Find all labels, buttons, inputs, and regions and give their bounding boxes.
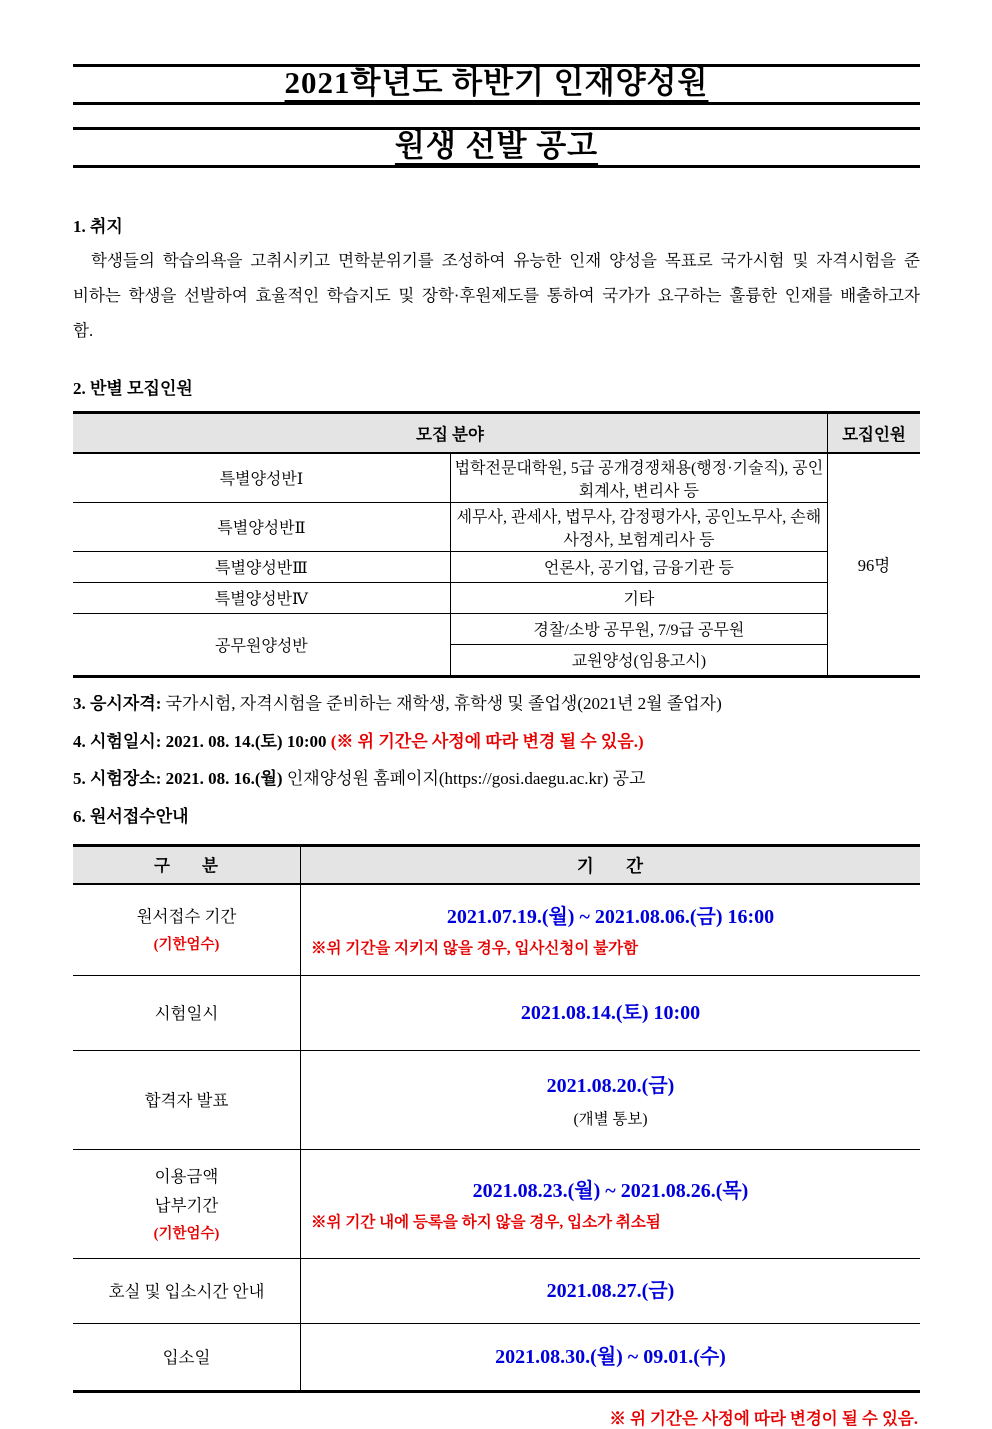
- apply-row5-label: 호실 및 입소시간 안내: [73, 1259, 301, 1324]
- table-row: [73, 976, 920, 1051]
- recruit-class-2: 특별양성반Ⅱ: [73, 502, 450, 551]
- title-line-1: 2021학년도 하반기 인재양성원: [284, 65, 709, 100]
- item-5-exam-place: [73, 768, 920, 791]
- table-row: [73, 502, 920, 551]
- item-3-label: 3. 응시자격:: [73, 693, 162, 713]
- item-5-text: 인재양성원 홈페이지(https://gosi.daegu.ac.kr) 공고: [286, 769, 646, 789]
- recruit-table: [73, 411, 920, 678]
- recruit-class-1: 특별양성반Ⅰ: [73, 453, 450, 503]
- table-row: [73, 582, 920, 613]
- apply-row1-label-text: 원서접수 기간: [136, 907, 237, 927]
- apply-row3-value: [301, 1051, 921, 1150]
- table-row: [73, 551, 920, 582]
- title-line-2: 원생 선발 공고: [394, 127, 599, 163]
- recruit-field-6: 교원양성(임용고시): [571, 653, 707, 671]
- recruit-field-3: 언론사, 공기업, 금융기관 등: [450, 551, 827, 582]
- apply-row6-value: [301, 1324, 921, 1392]
- recruit-header-count: 모집인원: [828, 412, 921, 453]
- document-title: [73, 64, 920, 168]
- table-row: [73, 613, 920, 644]
- apply-row1-sublabel: (기한엄수): [153, 937, 220, 954]
- recruit-class-3: 특별양성반Ⅲ: [73, 551, 450, 582]
- apply-row1-period: 2021.07.19.(월) ~ 2021.08.06.(금) 16:00: [446, 906, 775, 929]
- item-4-note: (※ 위 기간은 사정에 따라 변경 될 수 있음.): [330, 731, 644, 751]
- section-1-heading: 1. 취지: [73, 216, 123, 236]
- item-5-label: 5. 시험장소: 2021. 08. 16.(월): [73, 769, 283, 789]
- recruit-field-5: 경찰/소방 공무원, 7/9급 공무원: [450, 613, 827, 644]
- table-row: [73, 1324, 920, 1392]
- schedule-change-note: ※ 위 기간은 사정에 따라 변경이 될 수 있음.: [609, 1409, 918, 1429]
- recruit-header-field: 모집 분야: [73, 412, 828, 453]
- apply-row4-note: ※위 기간 내에 등록을 하지 않을 경우, 입소가 취소됨: [311, 1214, 661, 1232]
- apply-row3-label: 합격자 발표: [73, 1051, 301, 1150]
- item-4-label: 4. 시험일시: 2021. 08. 14.(토) 10:00: [73, 731, 327, 751]
- recruit-field-1: 법학전문대학원, 5급 공개경쟁채용(행정·기술직), 공인회계사, 변리사 등: [450, 453, 827, 503]
- apply-row1-note: ※위 기간을 지키지 않을 경우, 입사신청이 불가함: [311, 940, 639, 958]
- table-row: [73, 884, 920, 976]
- recruit-table-header-row: [73, 412, 920, 453]
- table-row: [73, 1051, 920, 1150]
- apply-row4-label: [73, 1150, 301, 1259]
- apply-header-category: 구 분: [73, 846, 301, 885]
- recruit-field-2: 세무사, 관세사, 법무사, 감정평가사, 공인노무사, 손해사정사, 보험계리사 등: [450, 502, 827, 551]
- apply-row1-label: [73, 884, 301, 976]
- apply-row3-period: 2021.08.20.(금): [546, 1075, 675, 1098]
- recruit-total-count: 96명: [828, 453, 921, 677]
- apply-row5-period: 2021.08.27.(금): [546, 1280, 675, 1303]
- apply-row4-label-line2: 납부기간: [154, 1196, 219, 1216]
- apply-row4-value: [301, 1150, 921, 1259]
- apply-row4-sublabel: (기한엄수): [153, 1225, 220, 1242]
- item-4-exam-datetime: [73, 731, 920, 754]
- recruit-class-4: 특별양성반Ⅳ: [73, 582, 450, 613]
- recruit-field-4: 기타: [450, 582, 827, 613]
- application-schedule-table: [73, 844, 920, 1393]
- table-row: [73, 453, 920, 503]
- apply-row2-period: 2021.08.14.(토) 10:00: [520, 1002, 701, 1025]
- apply-row6-period: 2021.08.30.(월) ~ 09.01.(수): [495, 1346, 726, 1369]
- item-6-heading: 6. 원서접수안내: [73, 807, 189, 827]
- table-row: [73, 1150, 920, 1259]
- item-3-eligibility: [73, 693, 920, 716]
- apply-row4-label-line1: 이용금액: [154, 1166, 219, 1186]
- apply-row5-value: [301, 1259, 921, 1324]
- apply-row2-value: [301, 976, 921, 1051]
- purpose-paragraph: 학생들의 학습의욕을 고취시키고 면학분위기를 조성하여 유능한 인재 양성을 목표로 국가시험 및 자격시험을 준비하는 학생을 선발하여 효율적인 학습지도 및 장학·후원제도를 통하여 국가가 요구하는 훌륭한 인재를 배출하고자 함.: [73, 250, 920, 340]
- apply-row2-label: 시험일시: [73, 976, 301, 1051]
- apply-row4-period: 2021.08.23.(월) ~ 2021.08.26.(목): [472, 1180, 749, 1203]
- apply-row3-sub: (개별 통보): [573, 1111, 648, 1129]
- table-row: [73, 1259, 920, 1324]
- apply-row6-label: 입소일: [73, 1324, 301, 1392]
- section-2-heading: 2. 반별 모집인원: [73, 378, 193, 398]
- apply-table-header-row: [73, 846, 920, 885]
- apply-row1-value: [301, 884, 921, 976]
- recruit-class-5: 공무원양성반: [73, 613, 450, 676]
- item-3-text: 국가시험, 자격시험을 준비하는 재학생, 휴학생 및 졸업생(2021년 2월 졸업자): [165, 693, 722, 713]
- apply-header-period: 기 간: [301, 846, 921, 885]
